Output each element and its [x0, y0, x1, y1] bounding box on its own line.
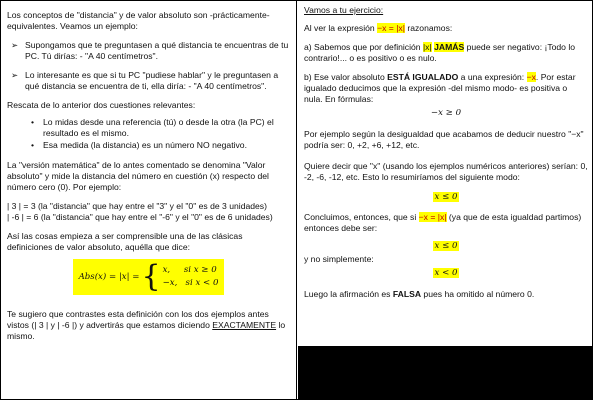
luego-post: pues ha omitido al número 0.: [421, 289, 535, 299]
luego-paragraph: [304, 289, 588, 300]
a-post: puede ser negativo: ¡Todo lo contrario!... o es positivo o es nulo.: [304, 42, 576, 63]
concluimos-paragraph: [304, 212, 588, 234]
a-absx: |x|: [422, 42, 432, 52]
formula-highlight: [73, 259, 225, 295]
left-column: [1, 1, 297, 400]
inequality-3-text: x ≤ 0: [434, 241, 458, 251]
falsa-text: FALSA: [392, 289, 422, 299]
al-ver-paragraph: [304, 23, 588, 34]
bullet-item-text: Lo midas desde una referencia (tú) o desde la otra (la PC) el resultado es el mismo.: [43, 117, 274, 138]
luego-pre: Luego la afirmación es: [304, 289, 393, 299]
formula-case-1: x, si x ≥ 0: [162, 265, 217, 275]
inequality-4-text: x < 0: [434, 268, 458, 278]
asi-paragraph: Así las cosas empieza a ser comprensible una de las clásicas definiciones de valor absoluto, aquélla que dice:: [7, 231, 243, 252]
arrow-item-text: Lo interesante es que si tu PC "pudiese hablar" y le preguntasen a qué distancia se encuentra de ti, ella diría: - "A 40 centímetros".: [25, 70, 279, 91]
exercise-title: Vamos a tu ejercicio:: [304, 5, 384, 15]
intro-paragraph: Los conceptos de "distancia" y de valor absoluto son -prácticamente- equivalentes. Veamos un ejemplo:: [7, 10, 270, 31]
bullet-item-1: [7, 117, 290, 139]
inequality-2-text: x ≤ 0: [434, 192, 458, 202]
arrow-bullet-icon: ➢: [11, 40, 19, 50]
inequality-3: [304, 240, 588, 252]
inequality-2: [304, 191, 588, 203]
b-bold: ESTÁ IGUALADO: [387, 72, 459, 82]
al-ver-post: razonamos:: [404, 23, 453, 33]
version-paragraph: La "versión matemática" de lo antes comentado se denomina "Valor absoluto" y mide la distancia del número en cuestión (x) respecto del número cero (0). Por ejemplo:: [7, 160, 269, 192]
exactamente-text: EXACTAMENTE: [212, 320, 277, 330]
sugiero-text: Te sugiero que contrastes esta definición con los dos ejemplos antes vistos (| 3 | y | -6 |) y advertirás que estamos diciendo: [7, 309, 269, 330]
por-ejemplo-paragraph: Por ejemplo según la desigualdad que acabamos de deducir nuestro "−x" podría ser: 0, +2, +6, +12, etc.: [304, 129, 584, 150]
example-2: | -6 | = 6 (la "distancia" que hay entre el "-6" y el "0" es de 6 unidades): [7, 212, 273, 222]
concl-expression: −x = |x|: [418, 212, 447, 222]
arrow-bullet-icon: ➢: [11, 70, 19, 80]
b-post: . Por estar igualado deducimos que la expresión -del mismo modo- es positiva o nula. En fórmulas:: [304, 72, 576, 104]
al-ver-pre: Al ver la expresión: [304, 23, 378, 33]
bullet-dot-icon: •: [31, 140, 35, 150]
sugiero-paragraph: [7, 309, 290, 342]
bullet-item-text: Esa medida (la distancia) es un número NO negativo.: [43, 140, 247, 150]
arrow-item-text: Supongamos que te preguntasen a qué distancia te encuentras de tu PC. Tú dirías: - "A 40 centímetros".: [25, 40, 289, 61]
right-column: [298, 1, 593, 346]
brace-icon: {: [141, 259, 161, 294]
concl-pre: Concluimos, entonces, que si: [304, 212, 419, 222]
bullet-item-2: [7, 140, 290, 151]
abs-definition-formula: [7, 259, 290, 295]
b-negx: −x: [526, 72, 536, 82]
bullet-dot-icon: •: [31, 117, 35, 127]
y-no-simplemente: y no simplemente:: [304, 254, 374, 264]
jamas-text: JAMÁS: [434, 42, 465, 52]
formula-case-2: −x, si x < 0: [162, 278, 219, 288]
main-expression: −x = |x|: [377, 23, 405, 33]
b-mid: a una expresión:: [458, 72, 527, 82]
example-1: | 3 | = 3 (la "distancia" que hay entre el "3" y el "0" es de 3 unidades): [7, 201, 267, 211]
arrow-item-1: [7, 40, 290, 62]
inequality-4: [304, 267, 588, 279]
black-filler-block: [298, 346, 593, 400]
point-b: [304, 72, 588, 105]
formula-cases: [163, 264, 219, 290]
inequality-1-text: −x ≥ 0: [430, 108, 462, 118]
rescata-paragraph: Rescata de lo anterior dos cuestiones relevantes:: [7, 100, 196, 110]
b-pre: b) Ese valor absoluto: [304, 72, 388, 82]
quiere-paragraph: Quiere decir que "x" (usando los ejemplos numéricos anteriores) serían: 0, -2, -6, -12, etc. Esto lo resumiríamos del siguiente modo:: [304, 161, 588, 182]
point-a: [304, 42, 588, 64]
concl-post: (ya que de esta igualdad partimos) entonces debe ser:: [304, 212, 582, 233]
a-pre: a) Sabemos que por definición: [304, 42, 423, 52]
lo-mismo-text: lo mismo.: [7, 320, 286, 341]
inequality-1: [304, 107, 588, 119]
formula-lhs: Abs(x) = |x| =: [78, 271, 140, 282]
arrow-item-2: [7, 70, 290, 92]
